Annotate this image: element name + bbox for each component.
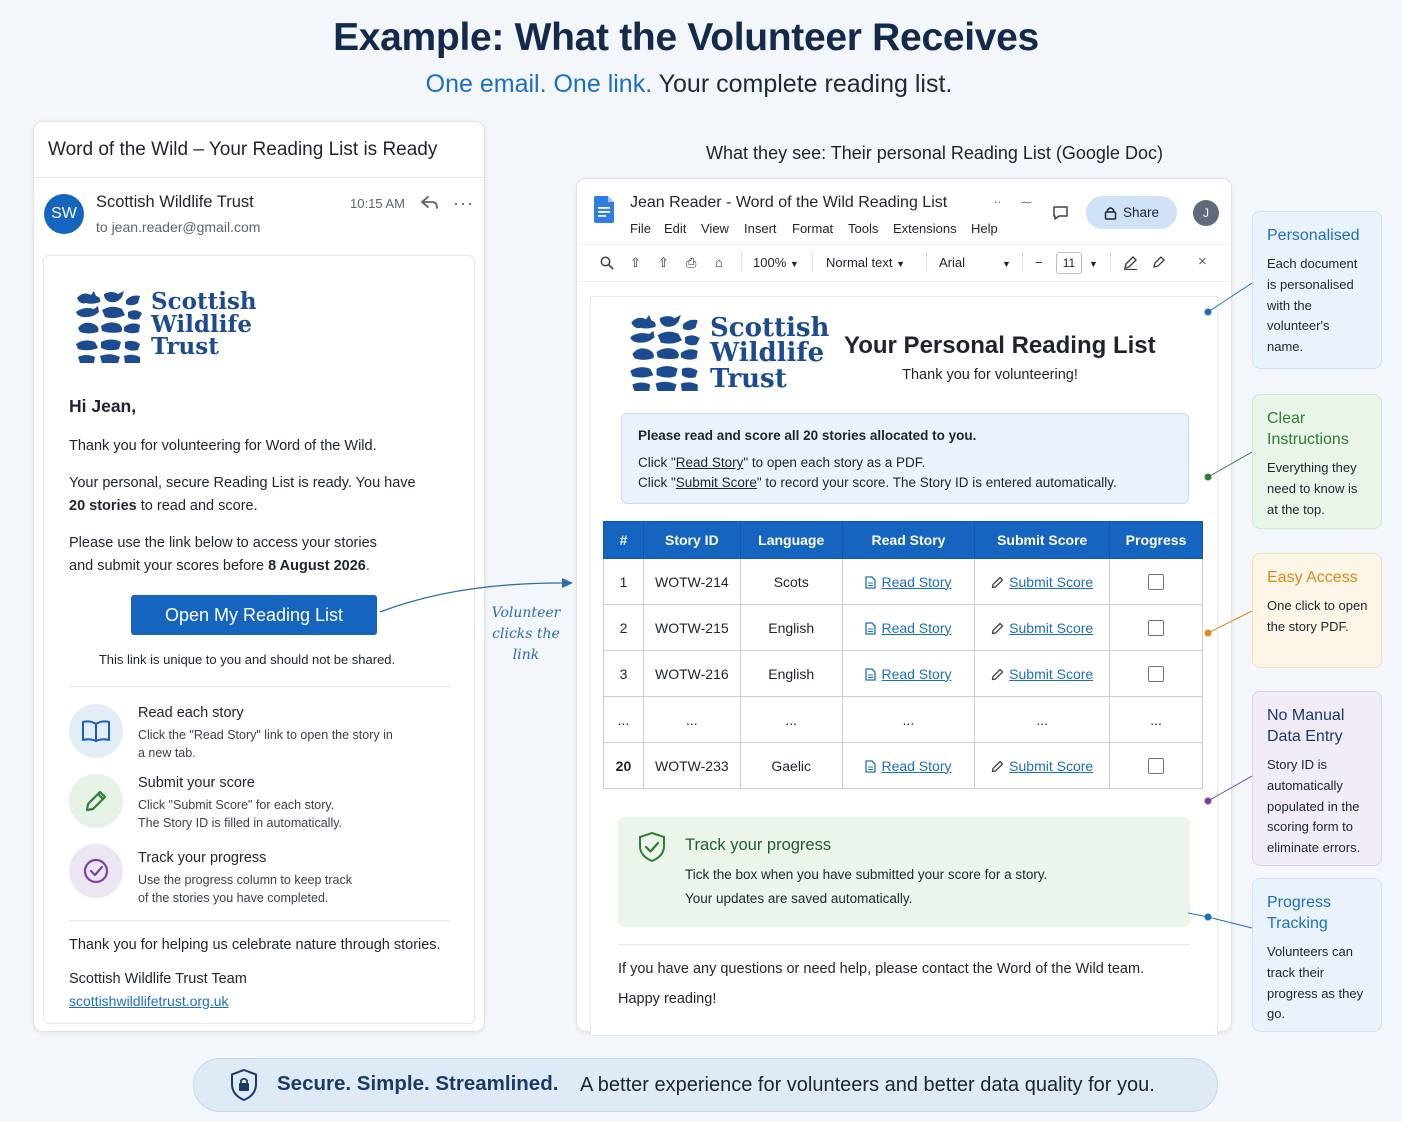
logo-line: Scottish [151, 288, 257, 315]
para-text: and submit your scores before [69, 558, 269, 574]
step-line: The Story ID is filled in automatically. [138, 816, 343, 830]
table-row [604, 651, 1203, 697]
ellipsis-cell: ... [1110, 697, 1203, 743]
document-icon [865, 760, 876, 773]
edit-mode-icon[interactable] [1123, 255, 1138, 270]
progress-line: Your updates are saved automatically. [685, 891, 913, 906]
instructions-line [638, 475, 1117, 490]
open-reading-list-button[interactable]: Open My Reading List [131, 595, 377, 635]
table-row [604, 743, 1203, 789]
close-icon[interactable]: × [1198, 253, 1207, 270]
step-description [138, 726, 393, 762]
doc-footer-signoff: Happy reading! [618, 991, 717, 1007]
comment-icon[interactable] [1052, 204, 1069, 221]
pencil-icon [69, 774, 123, 828]
language: English [740, 651, 842, 697]
email-sender: Scottish Wildlife Trust [96, 193, 254, 211]
callout-clear-instructions [1252, 394, 1382, 529]
story-id: WOTW-216 [643, 651, 740, 697]
toolbar-separator [926, 252, 927, 272]
doc-footer-help: If you have any questions or need help, please contact the Word of the Wild team. [618, 961, 1145, 977]
callout-text: Each document is personalised with the volunteer's name. [1267, 256, 1358, 355]
language: Scots [740, 559, 842, 605]
ellipsis-cell: ... [643, 697, 740, 743]
progress-checkbox[interactable] [1148, 574, 1164, 590]
submit-score-link[interactable]: Submit Score [1009, 757, 1094, 774]
pencil-icon [991, 622, 1004, 635]
cloud-status-icon[interactable]: ⁓ [1021, 197, 1032, 209]
email-subject: Word of the Wild – Your Reading List is Ready [48, 139, 438, 160]
story-count: 20 stories [69, 498, 137, 514]
logo-line: Wildlife [151, 310, 252, 338]
progress-bold: Tick the box [685, 867, 758, 882]
redo-icon[interactable]: ⇧ [658, 255, 669, 270]
check-circle-icon [69, 844, 123, 898]
read-story-link[interactable]: Read Story [881, 757, 952, 774]
progress-title: Track your progress [685, 836, 832, 854]
ellipsis-cell: ... [842, 697, 975, 743]
trust-logo-text [151, 288, 257, 361]
volunteer-annotation [488, 603, 564, 666]
step-line: of the stories you have completed. [138, 891, 329, 905]
docs-icon [594, 196, 614, 223]
step-line: Use the progress column to keep track [138, 873, 352, 887]
share-label: Share [1122, 205, 1160, 220]
callout-easy-access [1252, 553, 1382, 668]
callout-text: Everything they need to know is at the top. [1267, 460, 1358, 517]
trust-logo-text [710, 313, 830, 394]
read-story-link[interactable]: Read Story [881, 573, 952, 590]
read-story-link[interactable]: Read Story [881, 619, 952, 636]
table-header-row [604, 522, 1203, 559]
email-divider [69, 686, 450, 687]
table-row [604, 559, 1203, 605]
more-options-icon[interactable]: ··· [453, 193, 474, 213]
annotation-line: clicks the [492, 626, 560, 642]
email-para-1: Thank you for volunteering for Word of the Wild. [69, 438, 377, 454]
banner-text: A better experience for volunteers and better data quality for you. [580, 1074, 1155, 1096]
email-time: 10:15 AM [350, 196, 405, 211]
chevron-down-icon: ▼ [789, 259, 799, 269]
shield-lock-icon [229, 1068, 259, 1102]
decrease-size-icon[interactable]: − [1035, 255, 1043, 270]
search-icon[interactable] [600, 256, 614, 270]
submit-score-link[interactable]: Submit Score [1009, 665, 1094, 682]
instr-text: Click " [638, 475, 676, 490]
menu-edit[interactable]: Edit [664, 221, 687, 236]
menu-extensions[interactable]: Extensions [893, 221, 957, 236]
instr-text: " to record your score. The Story ID is entered automatically. [756, 475, 1117, 490]
submit-score-link[interactable]: Submit Score [1009, 573, 1094, 590]
progress-text: when you have submitted your score for a story. [757, 867, 1048, 882]
column-header: Story ID [643, 522, 740, 559]
step-line: a new tab. [138, 746, 196, 760]
pencil-icon [991, 668, 1004, 681]
deadline-date: 8 August 2026 [268, 558, 366, 574]
annotation-line: link [512, 647, 540, 663]
callout-no-manual-entry [1252, 691, 1382, 866]
step-title: Submit your score [138, 775, 255, 791]
table-row [604, 605, 1203, 651]
logo-line: Scottish [710, 313, 830, 343]
reading-list-subheading: Thank you for volunteering! [902, 367, 1078, 383]
language: English [740, 605, 842, 651]
menu-insert[interactable]: Insert [744, 221, 777, 236]
doc-title[interactable]: Jean Reader - Word of the Wild Reading List [630, 194, 948, 211]
ellipsis-cell: ... [604, 697, 644, 743]
callout-title: Progress Tracking [1267, 894, 1332, 932]
callout-text: One click to open the story PDF. [1267, 598, 1368, 634]
story-id: WOTW-233 [643, 743, 740, 789]
read-story-cell [842, 651, 975, 697]
column-header: Language [740, 522, 842, 559]
user-avatar[interactable]: J [1193, 200, 1219, 226]
font-select[interactable] [939, 255, 965, 270]
read-story-cell [842, 605, 975, 651]
email-recipient: to jean.reader@gmail.com [96, 219, 261, 235]
instr-link: Read Story [675, 455, 744, 470]
menu-view[interactable]: View [701, 221, 729, 236]
pencil-icon [991, 760, 1004, 773]
table-row [604, 697, 1203, 743]
story-id: WOTW-215 [643, 605, 740, 651]
submit-score-cell [975, 559, 1110, 605]
column-header: # [604, 522, 644, 559]
step-description [138, 796, 342, 832]
column-header: Submit Score [975, 522, 1110, 559]
ellipsis-cell: ... [975, 697, 1110, 743]
row-number: 2 [604, 605, 644, 651]
banner-headline: Secure. Simple. Streamlined. [277, 1072, 559, 1095]
zoom-value: 100% [753, 255, 787, 270]
row-number: 1 [604, 559, 644, 605]
submit-score-cell [975, 743, 1110, 789]
menu-tools[interactable]: Tools [848, 221, 879, 236]
callout-personalised [1252, 211, 1382, 369]
reading-list-heading: Your Personal Reading List [844, 332, 1156, 359]
reply-icon[interactable] [420, 194, 440, 212]
logo-line: Trust [710, 363, 787, 394]
chevron-down-icon: ▼ [896, 259, 906, 269]
page-title: Example: What the Volunteer Receives [333, 16, 1039, 59]
callout-title: Easy Access [1267, 569, 1358, 586]
read-story-cell [842, 559, 975, 605]
style-value: Normal text [826, 255, 893, 270]
step-line: Click "Submit Score" for each story. [138, 798, 335, 812]
annotation-line: Volunteer [491, 605, 561, 621]
para-line [69, 495, 439, 518]
progress-checkbox[interactable] [1148, 758, 1164, 774]
shield-check-icon [637, 831, 667, 863]
callout-title: Personalised [1267, 227, 1360, 244]
email-para-2 [69, 472, 439, 518]
email-divider [34, 177, 484, 178]
pencil-icon [991, 576, 1004, 589]
instr-link: Submit Score [675, 475, 757, 490]
toolbar-separator [1022, 252, 1023, 272]
book-icon [69, 704, 123, 758]
callout-text: Volunteers can track their progress as they go. [1267, 944, 1364, 1022]
menu-file[interactable]: File [630, 221, 651, 236]
trust-logo-icon [74, 290, 144, 364]
read-story-link[interactable]: Read Story [881, 665, 952, 682]
story-table [603, 521, 1203, 789]
step-line: Click the "Read Story" link to open the story in [138, 728, 393, 742]
subtitle-highlight: One email. One link. [425, 70, 653, 98]
logo-line: Wildlife [710, 338, 825, 369]
undo-icon[interactable]: ⇧ [630, 255, 641, 270]
zoom-select[interactable] [753, 255, 799, 270]
callout-connectors [1185, 270, 1255, 930]
page-subtitle [0, 70, 1378, 99]
callout-progress-tracking [1252, 878, 1382, 1032]
row-number: 20 [604, 743, 644, 789]
sender-avatar: SW [44, 194, 84, 234]
row-number: 3 [604, 651, 644, 697]
doc-caption: What they see: Their personal Reading List (Google Doc) [706, 143, 1163, 163]
toolbar-separator [812, 252, 813, 272]
instr-text: " to open each story as a PDF. [743, 455, 926, 470]
doc-divider [618, 944, 1190, 945]
step-title: Read each story [138, 705, 244, 721]
toolbar-separator [741, 252, 742, 272]
print-icon[interactable]: ⎙ [686, 255, 697, 270]
share-button[interactable] [1086, 196, 1177, 229]
callout-title: No Manual Data Entry [1267, 707, 1345, 745]
submit-score-cell [975, 605, 1110, 651]
email-thanks: Thank you for helping us celebrate nature through stories. [69, 937, 441, 953]
step-description [138, 871, 352, 907]
link-note: This link is unique to you and should not be shared. [98, 652, 396, 667]
instructions-line [638, 455, 925, 470]
progress-checkbox[interactable] [1148, 620, 1164, 636]
para-text: to read and score. [136, 498, 258, 514]
toolbar-separator [1110, 252, 1111, 272]
step-title: Track your progress [138, 850, 267, 866]
menu-help[interactable]: Help [971, 221, 998, 236]
para-text: . [365, 558, 370, 574]
callout-title: Clear Instructions [1267, 410, 1349, 448]
read-story-cell [842, 743, 975, 789]
chevron-down-icon[interactable]: ▼ [1002, 259, 1011, 269]
callout-text: Story ID is automatically populated in the scoring form to eliminate errors. [1267, 757, 1361, 856]
lock-icon [1104, 206, 1117, 220]
trust-logo-icon [628, 314, 702, 392]
paint-format-icon[interactable]: ⌂ [715, 255, 723, 270]
document-icon [865, 668, 876, 681]
highlighter-icon[interactable] [1152, 255, 1166, 269]
instr-text: Click " [638, 455, 676, 470]
move-icon[interactable]: ⋅⋅ [994, 197, 1001, 209]
style-select[interactable] [826, 255, 905, 270]
email-divider [69, 920, 450, 921]
logo-line: Trust [151, 333, 219, 361]
document-icon [865, 622, 876, 635]
para-line: Please use the link below to access your stories [69, 535, 377, 551]
font-value: Arial [939, 255, 966, 270]
email-signoff: Scottish Wildlife Trust Team [69, 971, 247, 987]
subtitle-rest: Your complete reading list. [652, 70, 953, 98]
progress-checkbox[interactable] [1148, 666, 1164, 682]
column-header: Read Story [842, 522, 975, 559]
story-id: WOTW-214 [643, 559, 740, 605]
ellipsis-cell: ... [740, 697, 842, 743]
submit-score-link[interactable]: Submit Score [1009, 619, 1094, 636]
submit-score-cell [975, 651, 1110, 697]
progress-line [685, 867, 1047, 882]
greeting: Hi Jean, [69, 396, 137, 416]
para-line: Your personal, secure Reading List is ready. You have [69, 475, 416, 491]
chevron-down-icon[interactable]: ▼ [1089, 259, 1098, 269]
column-header: Progress [1110, 522, 1203, 559]
language: Gaelic [740, 743, 842, 789]
document-icon [865, 576, 876, 589]
email-body [43, 255, 475, 1024]
website-link[interactable]: scottishwildlifetrust.org.uk [69, 993, 229, 1009]
font-size-input[interactable]: 11 [1056, 252, 1082, 274]
menu-format[interactable]: Format [792, 221, 834, 236]
instructions-title: Please read and score all 20 stories allocated to you. [638, 428, 977, 443]
